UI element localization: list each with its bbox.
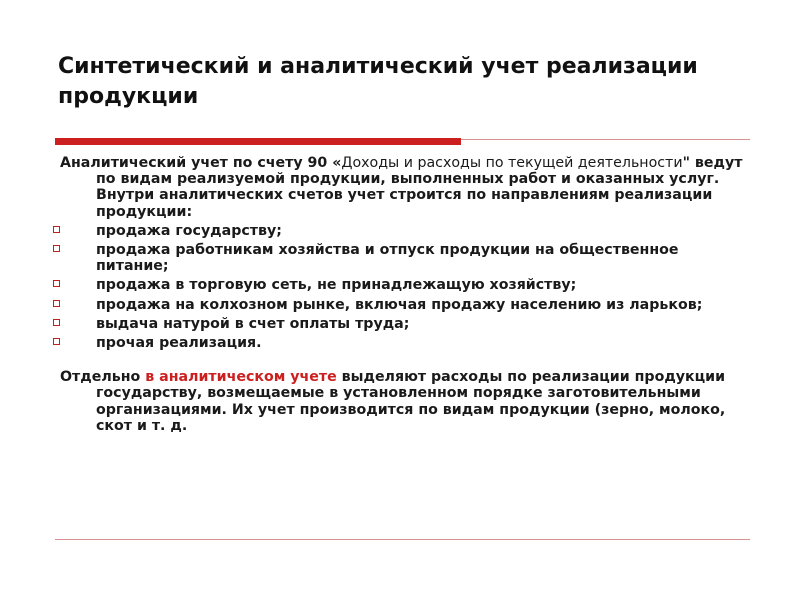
hollow-square-bullet-icon xyxy=(53,338,60,345)
slide-title: Синтетический и аналитический учет реализации продукции xyxy=(58,54,698,109)
list-item-text: выдача натурой в счет оплаты труда; xyxy=(96,315,410,332)
intro-account-name: Доходы и расходы по текущей деятельности xyxy=(341,155,683,171)
list-item xyxy=(50,316,750,332)
intro-text-end: " ведут по видам реализуемой продукции, выполненных работ и оказанных услуг. Внутри аналитических счетов учет строится по направлениям реализации продукции: xyxy=(96,155,743,220)
list-item-text: продажа в торговую сеть, не принадлежащую хозяйству; xyxy=(96,277,577,294)
list-item xyxy=(50,335,750,351)
list-item xyxy=(50,277,750,293)
list-item-text: продажа государству; xyxy=(96,222,282,239)
hollow-square-bullet-icon xyxy=(53,319,60,326)
hollow-square-bullet-icon xyxy=(53,300,60,307)
slide-content xyxy=(50,155,750,434)
closing-text-end: выделяют расходы по реализации продукции государству, возмещаемые в установленном порядке заготовительными организациями. Их учет производится по видам продукции (зерно, молоко, скот и т. д. xyxy=(96,369,726,434)
hollow-square-bullet-icon xyxy=(53,226,60,233)
closing-highlight: в аналитическом учете xyxy=(145,369,337,386)
closing-paragraph xyxy=(50,369,750,434)
intro-paragraph xyxy=(50,155,750,220)
list-item-text: продажа работникам хозяйства и отпуск продукции на общественное питание; xyxy=(96,242,679,275)
title-accent-bar xyxy=(55,138,461,145)
list-item xyxy=(50,242,750,274)
list-item-text: продажа на колхозном рынке, включая продажу населению из ларьков; xyxy=(96,296,703,313)
closing-text-start: Отдельно xyxy=(60,369,146,386)
hollow-square-bullet-icon xyxy=(53,280,60,287)
title-divider-line xyxy=(461,139,750,140)
intro-text-start: Аналитический учет по счету 90 « xyxy=(60,155,342,171)
list-item-text: прочая реализация. xyxy=(96,335,262,352)
list-item xyxy=(50,223,750,239)
list-item xyxy=(50,297,750,313)
sales-directions-list xyxy=(50,223,750,351)
hollow-square-bullet-icon xyxy=(53,245,60,252)
bottom-divider-line xyxy=(55,539,750,540)
